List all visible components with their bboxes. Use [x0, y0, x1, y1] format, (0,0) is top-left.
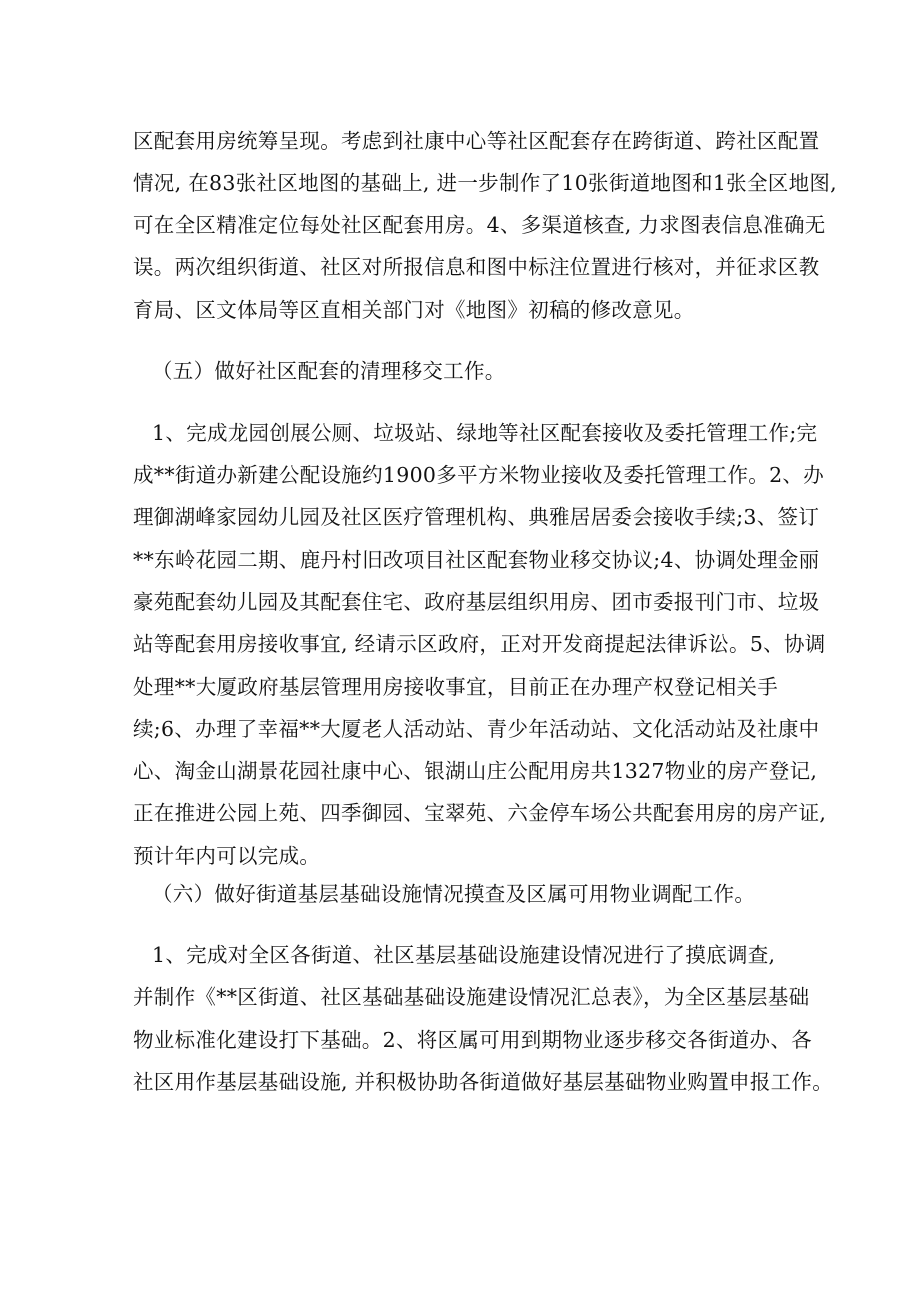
text-line-5: 育局、区文体局等区直相关部门对《地图》初稿的修改意见。: [133, 298, 695, 322]
text-line-16: 正在推进公园上苑、四季御园、宝翠苑、六金停车场公共配套用房的房产证,: [133, 801, 827, 825]
text-line-10: **东岭花园二期、鹿丹村旧改项目社区配套物业移交协议;4、协调处理金丽: [133, 548, 820, 572]
text-line-15: 心、淘金山湖景花园社康中心、银湖山庄公配用房共1327物业的房产登记,: [133, 759, 818, 783]
text-line-14: 续;6、办理了幸福**大厦老人活动站、青少年活动站、文化活动站及社康中: [133, 717, 820, 741]
text-line-13: 处理**大厦政府基层管理用房接收事宜，目前正在办理产权登记相关手: [133, 675, 779, 699]
text-line-1: 区配套用房统筹呈现。考虑到社康中心等社区配套存在跨街道、跨社区配置: [133, 129, 820, 153]
text-line-17: 预计年内可以完成。: [133, 844, 321, 868]
text-line-19: 1、完成对全区各街道、社区基层基础设施建设情况进行了摸底调查,: [152, 943, 776, 967]
text-line-22: 社区用作基层基础设施, 并积极协助各街道做好基层基础物业购置申报工作。: [133, 1070, 834, 1094]
text-line-20: 并制作《**区街道、社区基础基础设施建设情况汇总表》，为全区基层基础: [133, 985, 810, 1009]
text-line-3: 可在全区精准定位每处社区配套用房。4、多渠道核查, 力求图表信息准确无: [133, 213, 826, 237]
text-line-9: 理御湖峰家园幼儿园及社区医疗管理机构、典雅居居委会接收手续;3、签订: [133, 505, 820, 529]
text-line-11: 豪苑配套幼儿园及其配套住宅、政府基层组织用房、团市委报刊门市、垃圾: [133, 590, 820, 614]
text-line-21: 物业标准化建设打下基础。2、将区属可用到期物业逐步移交各街道办、各: [133, 1028, 812, 1052]
text-line-7: 1、完成龙园创展公厕、垃圾站、绿地等社区配套接收及委托管理工作;完: [152, 421, 818, 445]
text-line-4: 误。两次组织街道、社区对所报信息和图中标注位置进行核对，并征求区教: [133, 255, 820, 279]
section-heading-6: （六）做好街道基层基础设施情况摸查及区属可用物业调配工作。: [152, 882, 756, 906]
text-line-12: 站等配套用房接收事宜, 经请示区政府，正对开发商提起法律诉讼。5、协调: [133, 632, 826, 656]
section-heading-5: （五）做好社区配套的清理移交工作。: [152, 359, 506, 383]
text-line-8: 成**街道办新建公配设施约1900多平方米物业接收及委托管理工作。2、办: [133, 463, 825, 487]
text-line-2: 情况, 在83张社区地图的基础上, 进一步制作了10张街道地图和1张全区地图,: [133, 171, 837, 195]
